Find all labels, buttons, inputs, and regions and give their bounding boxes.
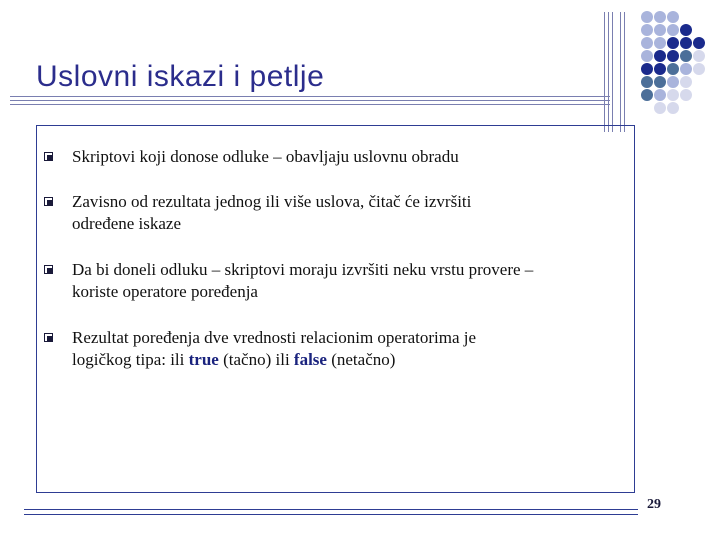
bullet-item-3	[44, 259, 614, 303]
bullet-line: određene iskaze	[72, 214, 182, 233]
bullet-line: koriste operatore poređenja	[72, 282, 258, 301]
decorative-dot	[680, 37, 692, 49]
decorative-dot-grid	[641, 11, 720, 117]
bullet-text-part: logičkog tipa: ili	[72, 350, 189, 369]
decorative-dot	[667, 63, 679, 75]
title-vertical-lines-a	[604, 12, 618, 132]
footer-lines	[24, 509, 638, 519]
bullet-line: Zavisno od rezultata jednog ili više uslova, čitač će izvršiti	[72, 192, 472, 211]
decorative-dot	[654, 63, 666, 75]
decorative-dot	[667, 24, 679, 36]
square-bullet-icon	[44, 197, 53, 206]
keyword-false: false	[293, 350, 327, 369]
keyword-true: true	[188, 350, 219, 369]
decorative-dot	[680, 63, 692, 75]
title-vertical-lines-b	[620, 12, 634, 132]
decorative-dot	[693, 37, 705, 49]
bullet-text: Skriptovi koji donose odluke – obavljaju uslovnu obradu	[72, 147, 459, 166]
bullet-item-4	[44, 327, 614, 371]
bullet-item-2	[44, 191, 614, 235]
decorative-dot	[641, 50, 653, 62]
decorative-dot	[654, 89, 666, 101]
bullet-line: Da bi doneli odluku – skriptovi moraju izvršiti neku vrstu provere –	[72, 260, 534, 279]
decorative-dot	[667, 76, 679, 88]
decorative-dot	[654, 37, 666, 49]
decorative-dot	[680, 76, 692, 88]
square-bullet-icon	[44, 265, 53, 274]
decorative-dot	[667, 50, 679, 62]
decorative-dot	[654, 50, 666, 62]
decorative-dot	[641, 37, 653, 49]
decorative-dot	[641, 76, 653, 88]
bullet-text-part: (tačno) ili	[218, 350, 294, 369]
decorative-dot	[693, 63, 705, 75]
decorative-dot	[680, 89, 692, 101]
bullet-text-part: (netačno)	[326, 350, 396, 369]
decorative-dot	[680, 50, 692, 62]
square-bullet-icon	[44, 333, 53, 342]
decorative-dot	[641, 24, 653, 36]
decorative-dot	[641, 89, 653, 101]
bullet-text	[72, 259, 614, 303]
bullet-text	[72, 191, 614, 235]
square-bullet-icon	[44, 152, 53, 161]
decorative-dot	[654, 76, 666, 88]
slide-title: Uslovni iskazi i petlje	[36, 60, 325, 93]
decorative-dot	[641, 11, 653, 23]
bullet-line: Rezultat poređenja dve vrednosti relacionim operatorima je	[72, 328, 477, 347]
decorative-dot	[667, 89, 679, 101]
decorative-dot	[693, 50, 705, 62]
decorative-dot	[667, 102, 679, 114]
decorative-dot	[667, 11, 679, 23]
decorative-dot	[680, 24, 692, 36]
decorative-dot	[654, 102, 666, 114]
decorative-dot	[654, 11, 666, 23]
bullet-text	[72, 327, 614, 371]
decorative-dot	[641, 63, 653, 75]
bullet-item-1	[44, 146, 614, 168]
content-frame	[36, 125, 635, 493]
title-underline	[10, 96, 610, 108]
page-number: 29	[647, 497, 661, 512]
decorative-dot	[667, 37, 679, 49]
decorative-dot	[654, 24, 666, 36]
